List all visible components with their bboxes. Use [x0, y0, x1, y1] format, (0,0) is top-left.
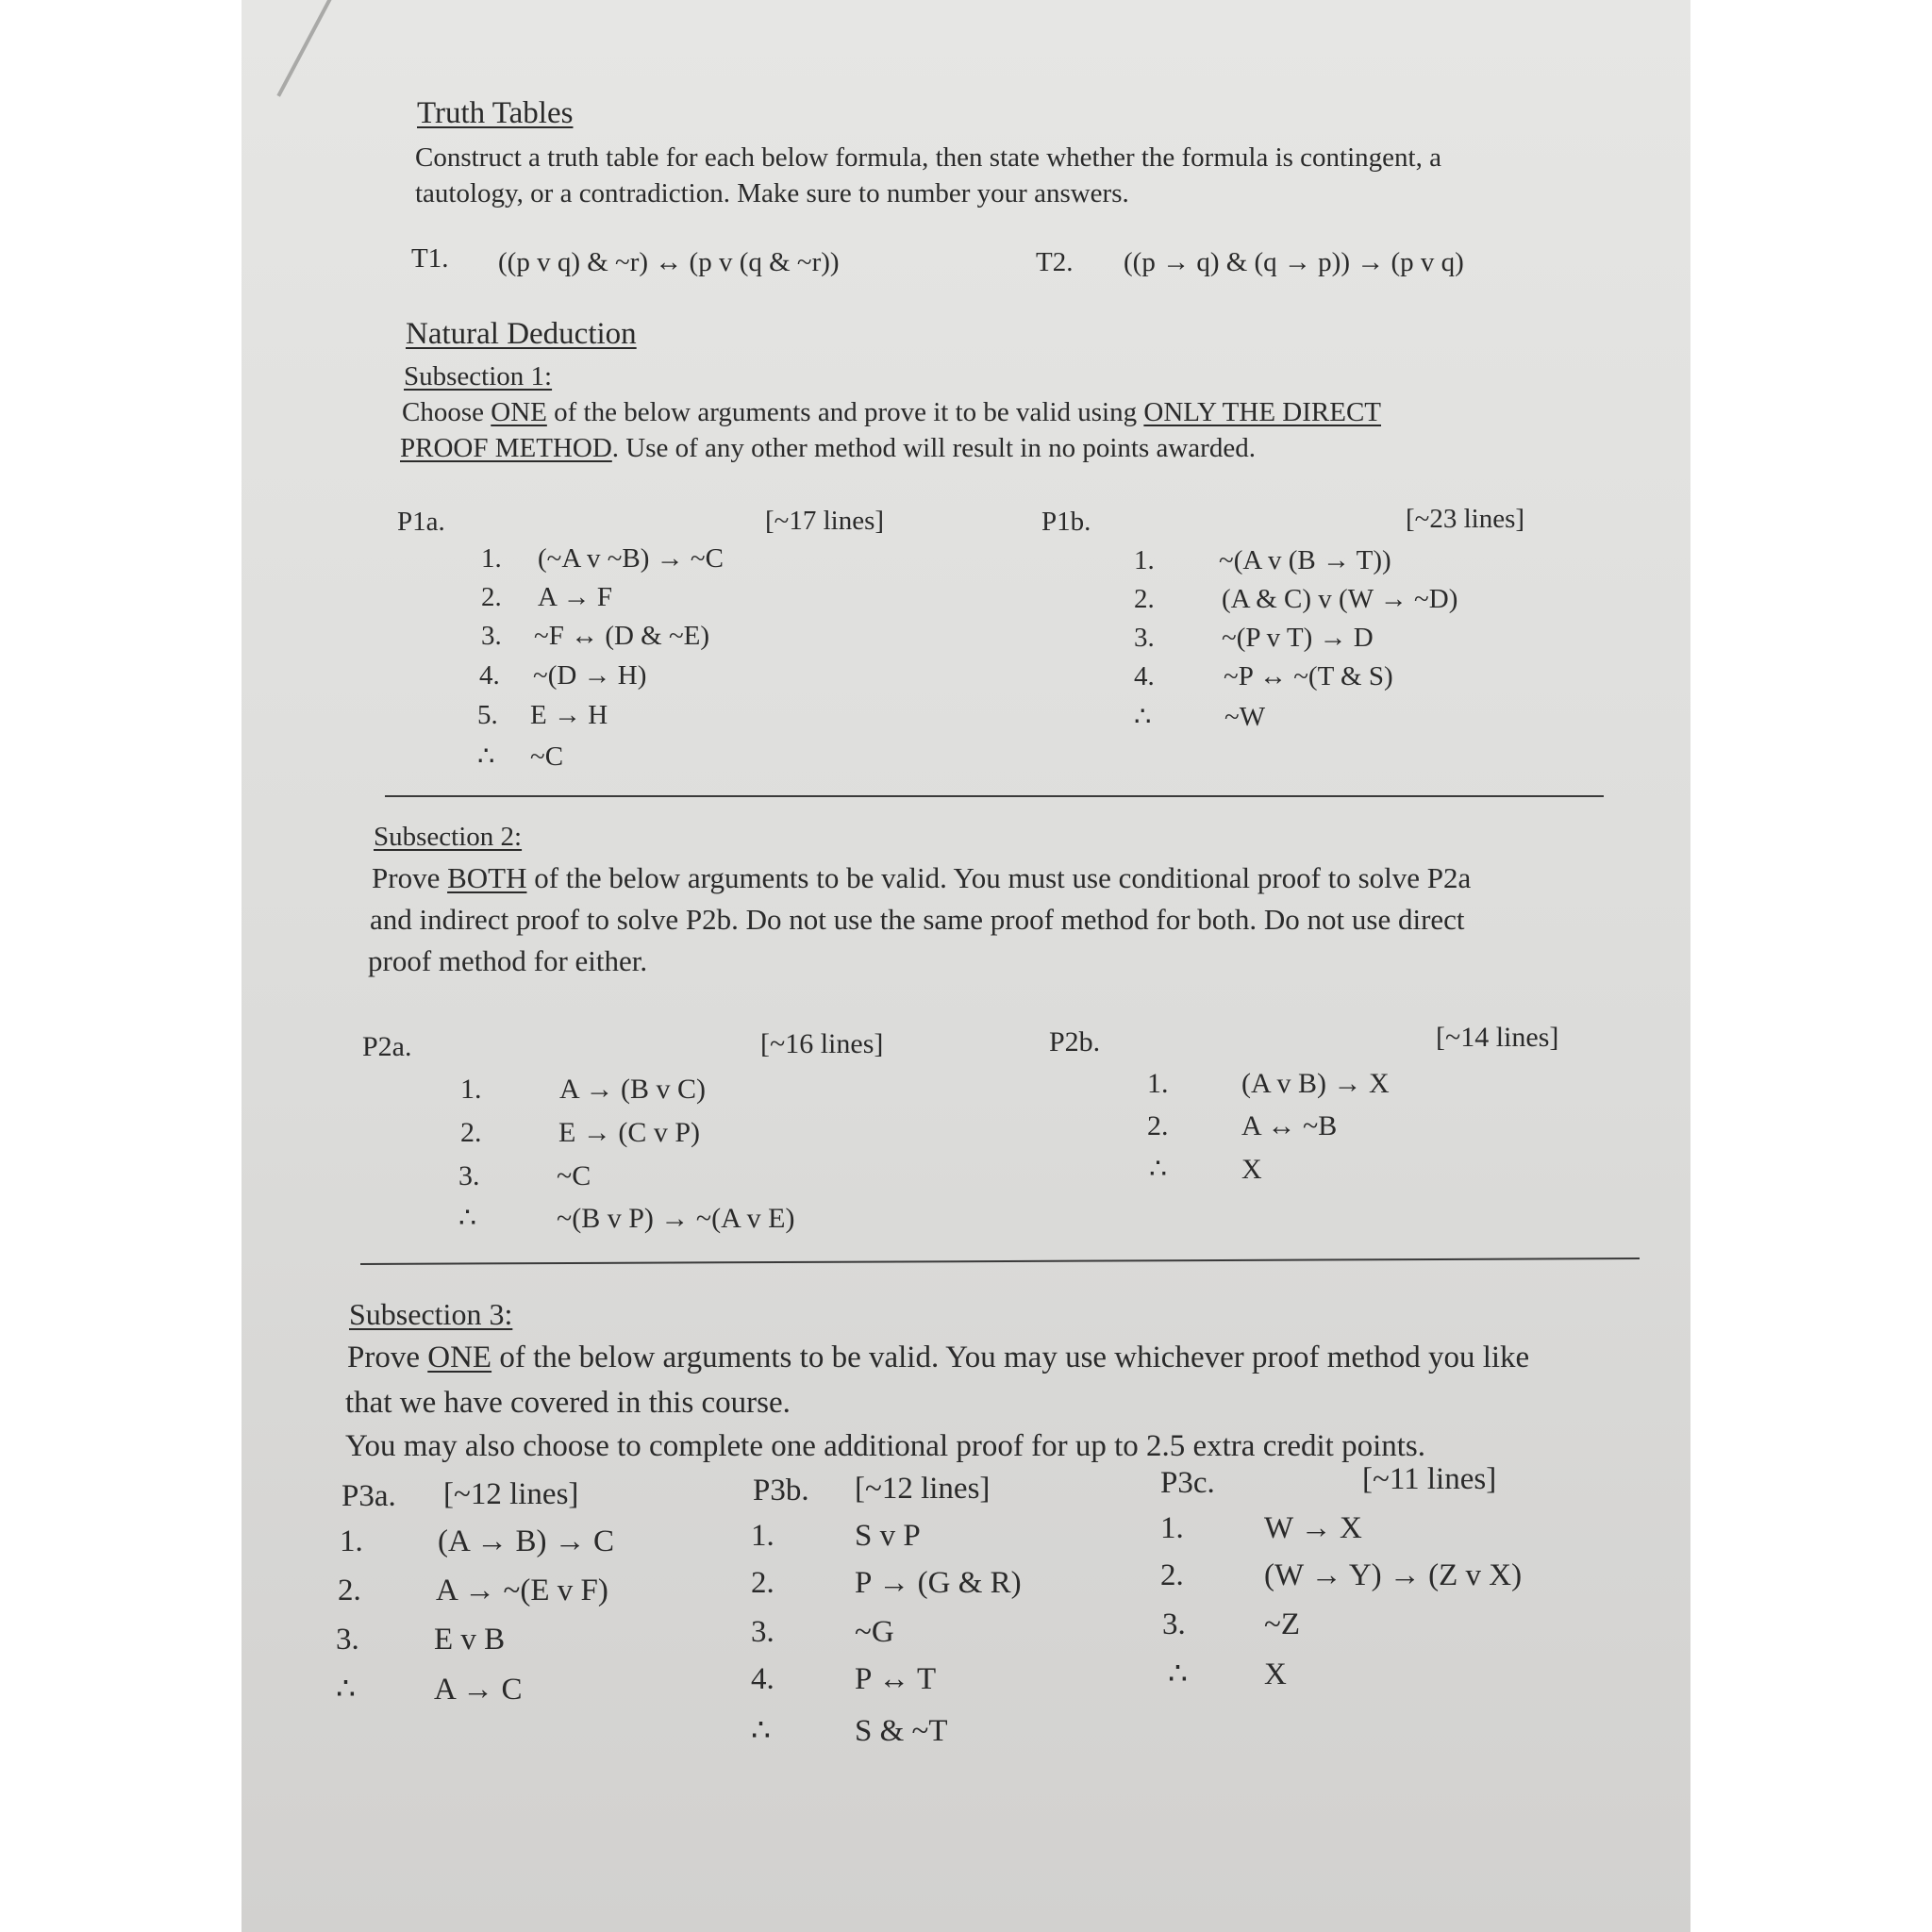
- p3c-step: [1160, 1558, 1522, 1593]
- subsection-1-instructions-line-2: [400, 430, 1256, 466]
- p3b-label: P3b.: [753, 1474, 809, 1507]
- step-number: 3.: [336, 1623, 359, 1657]
- step-number: 3.: [458, 1160, 480, 1191]
- subsection-3-heading: Subsection 3:: [349, 1297, 513, 1331]
- step-formula: ~(B v P) → ~(A v E): [557, 1203, 795, 1234]
- therefore-symbol: ∴: [458, 1203, 477, 1234]
- p3b-step: [751, 1566, 1022, 1601]
- step-formula: ~W: [1224, 702, 1266, 732]
- therefore-symbol: ∴: [1168, 1657, 1188, 1691]
- step-formula: ~(D → H): [533, 660, 647, 691]
- p1b-step: [1134, 545, 1391, 576]
- p1b-step: [1134, 584, 1457, 615]
- subsection-2-instructions-line-2: and indirect proof to solve P2b. Do not use the same proof method for both. Do not use direct: [370, 903, 1465, 936]
- p3c-line-estimate: [~11 lines]: [1362, 1462, 1497, 1496]
- p2a-step: [458, 1160, 591, 1192]
- p1a-step: [481, 543, 724, 575]
- t2-label: T2.: [1036, 247, 1074, 277]
- step-formula: (A v B) → X: [1241, 1068, 1390, 1099]
- p1b-line-estimate: [~23 lines]: [1406, 504, 1525, 534]
- step-number: 3.: [1162, 1607, 1186, 1641]
- step-formula: S v P: [855, 1519, 921, 1553]
- step-number: 2.: [481, 582, 502, 612]
- step-formula: X: [1264, 1657, 1287, 1691]
- p1a-step: [481, 621, 709, 652]
- step-number: 1.: [481, 543, 502, 574]
- step-formula: S & ~T: [855, 1714, 948, 1748]
- p2a-conclusion: [458, 1202, 794, 1235]
- page-fold-shadow: [242, 0, 333, 97]
- p3c-step: [1162, 1607, 1300, 1642]
- step-formula: ~Z: [1264, 1607, 1301, 1641]
- truth-tables-instructions-line-1: Construct a truth table for each below formula, then state whether the formula is contingent, a: [415, 142, 1441, 173]
- p2a-step: [460, 1074, 706, 1106]
- text-span: Prove: [347, 1341, 428, 1374]
- step-number: 2.: [1134, 584, 1155, 614]
- step-formula: ~(P v T) → D: [1222, 623, 1374, 653]
- step-formula: ~C: [530, 741, 564, 772]
- p1b-label: P1b.: [1041, 507, 1091, 537]
- step-formula: A → (B v C): [559, 1074, 707, 1105]
- emphasis-proof-method: PROOF METHOD: [400, 433, 612, 463]
- text-span: Choose: [402, 397, 491, 427]
- step-number: 1.: [1147, 1068, 1169, 1099]
- step-formula: A → F: [538, 582, 612, 612]
- subsection-2-heading: Subsection 2:: [374, 822, 523, 852]
- text-span: . Use of any other method will result in no points awarded.: [611, 433, 1256, 463]
- p3a-step: [340, 1524, 614, 1559]
- t2-formula: ((p → q) & (q → p)) → (p v q): [1124, 247, 1464, 277]
- emphasis-one: ONE: [491, 397, 547, 427]
- step-number: 5.: [477, 700, 498, 730]
- p2a-label: P2a.: [362, 1031, 412, 1062]
- step-number: 3.: [751, 1615, 774, 1649]
- step-formula: A ↔ ~B: [1241, 1110, 1338, 1141]
- worksheet-page: [242, 0, 1690, 1932]
- step-number: 1.: [751, 1519, 774, 1553]
- p2b-step: [1147, 1068, 1390, 1100]
- step-number: 3.: [481, 621, 502, 651]
- text-span: Prove: [372, 861, 448, 894]
- step-number: 2.: [1160, 1558, 1184, 1592]
- step-formula: (A & C) v (W → ~D): [1222, 584, 1458, 614]
- p1a-step: [481, 582, 612, 613]
- step-formula: P → (G & R): [855, 1566, 1022, 1600]
- therefore-symbol: ∴: [336, 1673, 356, 1707]
- p3b-step: [751, 1615, 894, 1650]
- subsection-2-instructions-line-1: [372, 860, 1471, 896]
- step-number: 1.: [340, 1524, 363, 1558]
- therefore-symbol: ∴: [1134, 702, 1152, 732]
- p3c-step: [1160, 1511, 1362, 1546]
- step-formula: E → H: [530, 700, 608, 730]
- p1a-step: [477, 700, 608, 731]
- step-number: 2.: [1147, 1110, 1169, 1141]
- therefore-symbol: ∴: [1149, 1154, 1168, 1185]
- p3b-conclusion: [751, 1711, 948, 1749]
- emphasis-only-direct: ONLY THE DIRECT: [1143, 397, 1382, 427]
- p1a-line-estimate: [~17 lines]: [765, 506, 885, 536]
- step-formula: (A → B) → C: [438, 1524, 615, 1558]
- therefore-symbol: ∴: [477, 741, 495, 772]
- p1b-conclusion: [1134, 700, 1265, 733]
- step-formula: X: [1241, 1154, 1262, 1185]
- step-number: 4.: [1134, 661, 1155, 691]
- emphasis-one: ONE: [427, 1341, 492, 1374]
- p3a-step: [338, 1574, 608, 1608]
- p1a-conclusion: [477, 740, 563, 773]
- emphasis-both: BOTH: [447, 861, 527, 894]
- step-number: 2.: [460, 1117, 482, 1148]
- step-number: 4.: [479, 660, 500, 691]
- subsection-1-heading: Subsection 1:: [404, 361, 553, 391]
- step-formula: E → (C v P): [558, 1117, 700, 1148]
- subsection-2-instructions-line-3: proof method for either.: [368, 944, 648, 977]
- step-number: 2.: [338, 1574, 361, 1607]
- p3a-step: [336, 1623, 505, 1657]
- step-formula: ~C: [557, 1160, 591, 1191]
- section-divider: [360, 1257, 1640, 1265]
- step-formula: (~A v ~B) → ~C: [538, 543, 724, 574]
- step-number: 1.: [1134, 545, 1155, 575]
- step-formula: ~F ↔ (D & ~E): [534, 621, 710, 651]
- step-formula: A → ~(E v F): [436, 1574, 608, 1607]
- subsection-1-instructions-line-1: [402, 394, 1381, 430]
- step-formula: ~G: [855, 1615, 894, 1649]
- p3b-line-estimate: [~12 lines]: [855, 1472, 991, 1506]
- text-span: of the below arguments to be valid. You must use conditional proof to solve P2a: [526, 861, 1472, 894]
- p1a-label: P1a.: [397, 507, 445, 537]
- p1a-step: [479, 660, 646, 691]
- step-number: 4.: [751, 1662, 774, 1696]
- truth-tables-heading: Truth Tables: [417, 96, 574, 130]
- p3c-conclusion: [1168, 1655, 1287, 1692]
- step-number: 1.: [460, 1074, 482, 1105]
- step-number: 1.: [1160, 1511, 1184, 1545]
- truth-tables-instructions-line-2: tautology, or a contradiction. Make sure to number your answers.: [415, 178, 1129, 208]
- step-number: 2.: [751, 1566, 774, 1600]
- p1b-step: [1134, 661, 1393, 692]
- step-formula: (W → Y) → (Z v X): [1264, 1558, 1523, 1592]
- therefore-symbol: ∴: [751, 1714, 771, 1748]
- p2b-line-estimate: [~14 lines]: [1436, 1022, 1559, 1053]
- subsection-3-instructions-line-1: [347, 1340, 1529, 1375]
- t1-label: T1.: [411, 243, 449, 274]
- step-formula: ~(A v (B → T)): [1219, 545, 1391, 575]
- step-formula: W → X: [1264, 1511, 1362, 1545]
- text-span: of the below arguments and prove it to be valid using: [546, 397, 1144, 427]
- p2a-line-estimate: [~16 lines]: [760, 1028, 884, 1059]
- section-divider: [385, 795, 1604, 797]
- step-formula: E v B: [434, 1623, 506, 1657]
- p3a-conclusion: [336, 1670, 523, 1707]
- p3a-line-estimate: [~12 lines]: [443, 1477, 579, 1511]
- p1b-step: [1134, 623, 1374, 654]
- step-formula: P ↔ T: [855, 1662, 937, 1696]
- p2b-label: P2b.: [1049, 1026, 1101, 1058]
- p3b-step: [751, 1662, 936, 1697]
- step-formula: A → C: [434, 1673, 523, 1707]
- p2a-step: [460, 1117, 700, 1149]
- p3b-step: [751, 1519, 921, 1554]
- p3a-label: P3a.: [341, 1479, 396, 1513]
- p3c-label: P3c.: [1160, 1466, 1215, 1500]
- step-formula: ~P ↔ ~(T & S): [1224, 661, 1393, 691]
- p2b-conclusion: [1149, 1153, 1262, 1186]
- text-span: of the below arguments to be valid. You may use whichever proof method you like: [491, 1341, 1530, 1374]
- p2b-step: [1147, 1110, 1337, 1142]
- natural-deduction-heading: Natural Deduction: [406, 317, 637, 351]
- t1-formula: ((p v q) & ~r) ↔ (p v (q & ~r)): [498, 247, 840, 277]
- subsection-3-instructions-line-3: You may also choose to complete one additional proof for up to 2.5 extra credit points.: [345, 1429, 1425, 1463]
- subsection-3-instructions-line-2: that we have covered in this course.: [345, 1386, 791, 1420]
- step-number: 3.: [1134, 623, 1155, 653]
